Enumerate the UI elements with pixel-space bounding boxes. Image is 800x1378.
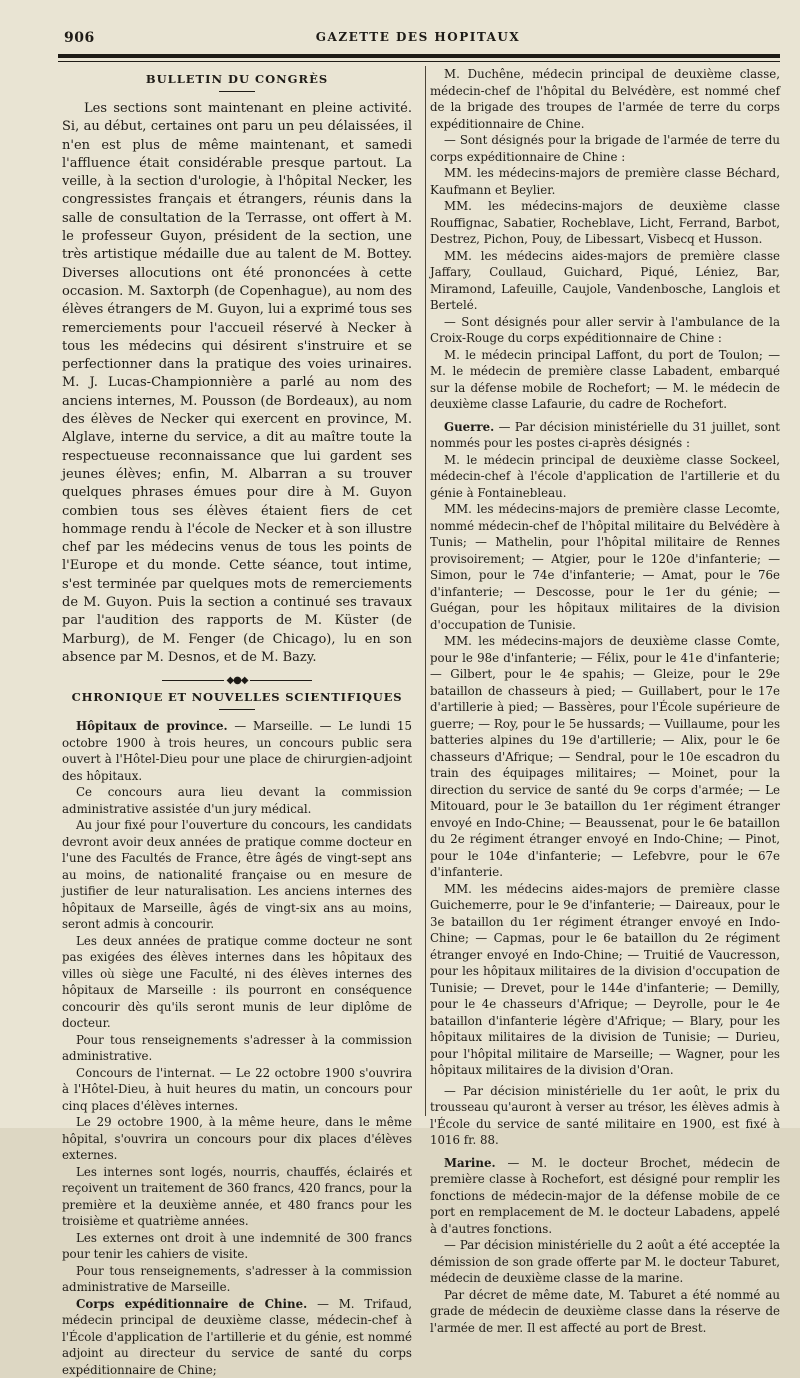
right-paragraph: M. le médecin principal Laffont, du port de Toulon; — M. le médecin de première classe Labadent, embarqué sur la défense mobile de Rochefort; — M. le médecin de deuxième classe Lafaurie, du cadre de Rochefort.: [430, 347, 780, 411]
ornament-glyph: ◆●◆: [226, 675, 248, 687]
left-column: [62, 66, 412, 1378]
chronique-paragraph: Corps expéditionnaire de Chine. — M. Trifaud, médecin principal de deuxième classe, médecin-chef à l'École d'application de l'artillerie et du génie, est nommé adjoint au directeur du service de santé du corps expéditionnaire de Chine;: [62, 1296, 412, 1377]
chronique-paragraph: Pour tous renseignements s'adresser à la commission administrative.: [62, 1032, 412, 1064]
chronique-paragraph: Hôpitaux de province. — Marseille. — Le lundi 15 octobre 1900 à trois heures, un concours public sera ouvert à l'Hôtel-Dieu pour une place de chirurgien-adjoint des hôpitaux.: [62, 719, 412, 783]
right-paragraph: MM. les médecins-majors de deuxième classe Comte, pour le 98e d'infanterie; — Félix, pour le 41e d'infanterie; — Gilbert, pour le 4e spahis; — Gleize, pour le 29e bataillon de chasseurs à pied; — Guillabert, pour le 17e d'artillerie à pied; — Bassères, pour l'École supérieure de guerre; — Roy, pour le 5e hussards; — Vuillaume, pour les batteries alpines du 19e d'artillerie; — Alix, pour le 6e chasseurs d'Afrique; — Sendral, pour le 10e escadron du train des équipages militaires; — Moinet, pour la direction du service de santé du 9e corps d'armée; — Le Mitouard, pour le 3e bataillon du 1er régiment étranger envoyé en Indo-Chine; — Beaussenat, pour le 6e bataillon du 2e régiment étranger envoyé en Indo-Chine; — Pinot, pour le 104e d'infanterie; — Lefebvre, pour le 67e d'infanterie.: [430, 634, 780, 879]
bulletin-paragraph: Les sections sont maintenant en pleine activité. Si, au début, certaines ont paru un peu délaissées, il n'en est plus de même maintenant, et samedi l'affluence était considérable presque partout. La veille, à la section d'urologie, à l'hôpital Necker, les congressistes français et étrangers, réunis dans la salle de consultation de la Terrasse, ont offert à M. le professeur Guyon, président de la section, une très artistique médaille due au talent de M. Bottey. Diverses allocutions ont été prononcées à cette occasion. M. Saxtorph (de Copenhague), au nom des élèves étrangers de M. Guyon, lui a exprimé tous ses remerciements pour l'accueil réservé à Necker à tous les médecins qui désirent s'instruire et se perfectionner dans la pratique des voies urinaires. M. J. Lucas-Championnière a parlé au nom des anciens internes, M. Pousson (de Bordeaux), au nom des élèves de Necker qui exercent en province, M. Alglave, interne du service, a dit au maître toute la respectueuse reconnaissance que lui gardent ses jeunes élèves; enfin, M. Albarran a su trouver quelques phrases émues pour dire à M. Guyon combien tous ses élèves étaient fiers de cet hommage rendu à l'école de Necker et à son illustre chef par les médecins venus de tous les points de l'Europe et du monde. Cette séance, tout intime, s'est terminée par quelques mots de remerciements de M. Guyon. Puis la section a continué ses travaux par l'audition des rapports de M. Küster (de Marburg), de M. Fenger (de Chicago), lu en son absence par M. Desnos, et de M. Bazy.: [62, 101, 412, 665]
section-ornament: [62, 675, 412, 686]
right-paragraph: — Par décision ministérielle du 2 août a été acceptée la démission de son grade offerte par M. le docteur Taburet, médecin de deuxième classe de la marine.: [430, 1238, 780, 1285]
right-paragraph: MM. les médecins-majors de première classe Béchard, Kaufmann et Beylier.: [430, 166, 780, 197]
right-paragraph: MM. les médecins-majors de première classe Lecomte, nommé médecin-chef de l'hôpital militaire du Belvédère à Tunis; — Mathelin, pour l'hôpital militaire de Rennes provisoirement; — Atgier, pour le 120e d'infanterie; — Simon, pour le 74e d'infanterie; — Amat, pour le 76e d'infanterie; — Descosse, pour le 1er du génie; — Guégan, pour les hôpitaux militaires de la division d'occupation de Tunisie.: [430, 502, 780, 632]
chronique-paragraph: Ce concours aura lieu devant la commission administrative assistée d'un jury médical.: [62, 785, 412, 816]
right-paragraph: — Sont désignés pour la brigade de l'armée de terre du corps expéditionnaire de Chine :: [430, 133, 780, 164]
right-column: [430, 66, 780, 1336]
title-rule: [219, 91, 255, 92]
right-paragraph: MM. les médecins aides-majors de première classe Jaffary, Coullaud, Guichard, Piqué, Léniez, Bar, Miramond, Lafeuille, Caujole, Vandenbosche, Langlois et Bertelé.: [430, 248, 780, 312]
section-title-chronique: CHRONIQUE ET NOUVELLES SCIENTIFIQUES: [71, 690, 403, 705]
page-header: [58, 28, 778, 50]
right-paragraph: — Sont désignés pour aller servir à l'ambulance de la Croix-Rouge du corps expéditionnaire de Chine :: [430, 314, 780, 345]
chronique-paragraph: Les deux années de pratique comme docteur ne sont pas exigées des élèves internes dans les hôpitaux des villes où siège une Faculté, ni des élèves internes des hôpitaux de Marseille : ils pourront en conséquence concourir dès qu'ils seront munis de leur diplôme de docteur.: [62, 933, 412, 1031]
section-title-bulletin: BULLETIN DU CONGRÈS: [145, 72, 329, 86]
right-paragraph: Guerre. — Par décision ministérielle du 31 juillet, sont nommés pour les postes ci-après désignés :: [430, 419, 780, 450]
column-divider: [425, 66, 426, 1116]
right-paragraph: MM. les médecins aides-majors de première classe Guichemerre, pour le 9e d'infanterie; — Daireaux, pour le 3e bataillon du 1er régiment étranger envoyé en Indo-Chine; — Capmas, pour le 6e bataillon du 2e régiment étranger envoyé en Indo-Chine; — Truitié de Vaucresson, pour les hôpitaux militaires de la division d'occupation de Tunisie; — Drevet, pour le 144e d'infanterie; — Demilly, pour le 4e chasseurs d'Afrique; — Deyrolle, pour le 4e bataillon d'infanterie légère d'Afrique; — Blary, pour les hôpitaux militaires de la division de Tunisie; — Durieu, pour l'hôpital militaire de Marseille; — Wagner, pour les hôpitaux militaires de la division d'Oran.: [430, 881, 780, 1077]
ornament-line-left: [162, 680, 224, 681]
header-rule-thin: [58, 61, 780, 62]
header-rule-thick: [58, 54, 780, 58]
chronique-paragraph: Les externes ont droit à une indemnité de 300 francs pour tenir les cahiers de visite.: [62, 1230, 412, 1262]
right-paragraph: Marine. — M. le docteur Brochet, médecin de première classe à Rochefort, est désigné pour remplir les fonctions de médecin-major de la défense mobile de ce port en remplacement de M. le docteur Labadens, appelé à d'autres fonctions.: [430, 1155, 780, 1236]
right-paragraph: Par décret de même date, M. Taburet a été nommé au grade de médecin de deuxième classe dans la réserve de l'armée de mer. Il est affecté au port de Brest.: [430, 1287, 780, 1335]
right-paragraph: MM. les médecins-majors de deuxième classe Rouffignac, Sabatier, Rocheblave, Licht, Ferrand, Barbot, Destrez, Pichon, Pouy, de Libessart, Visbecq et Husson.: [430, 199, 780, 246]
chronique-paragraph: Concours de l'internat. — Le 22 octobre 1900 s'ouvrira à l'Hôtel-Dieu, à huit heures du matin, un concours pour cinq places d'élèves internes.: [62, 1065, 412, 1113]
chronique-paragraph: Les internes sont logés, nourris, chauffés, éclairés et reçoivent un traitement de 360 francs, 420 francs, pour la première et la deuxième année, et 480 francs pour les troisième et quatrième années.: [62, 1164, 412, 1229]
right-paragraph: M. le médecin principal de deuxième classe Sockeel, médecin-chef à l'école d'application de l'artillerie et du génie à Fontainebleau.: [430, 452, 780, 500]
title-rule: [219, 709, 255, 710]
ornament-line-right: [250, 680, 312, 681]
chronique-paragraph: Pour tous renseignements, s'adresser à la commission administrative de Marseille.: [62, 1263, 412, 1295]
page-number: 906: [64, 30, 95, 46]
chronique-paragraph: Le 29 octobre 1900, à la même heure, dans le même hôpital, s'ouvrira un concours pour dix places d'élèves externes.: [62, 1115, 412, 1163]
right-paragraph: M. Duchêne, médecin principal de deuxième classe, médecin-chef de l'hôpital du Belvédère, est nommé chef de la brigade des troupes de l'armée de terre du corps expéditionnaire de Chine.: [430, 67, 780, 131]
right-paragraph: — Par décision ministérielle du 1er août, le prix du trousseau qu'auront à verser au trésor, les élèves admis à l'École du service de santé militaire en 1900, est fixé à 1016 fr. 88.: [430, 1083, 780, 1147]
chronique-paragraph: Au jour fixé pour l'ouverture du concours, les candidats devront avoir deux années de pratique comme docteur en l'une des Facultés de France, être âgés de vingt-sept ans au moins, de nationalité française ou en mesure de justifier de leur naturalisation. Les anciens internes des hôpitaux de Marseille, âgés de vingt-six ans au moins, seront admis à concourir.: [62, 818, 412, 932]
journal-title: GAZETTE DES HOPITAUX: [315, 30, 521, 44]
